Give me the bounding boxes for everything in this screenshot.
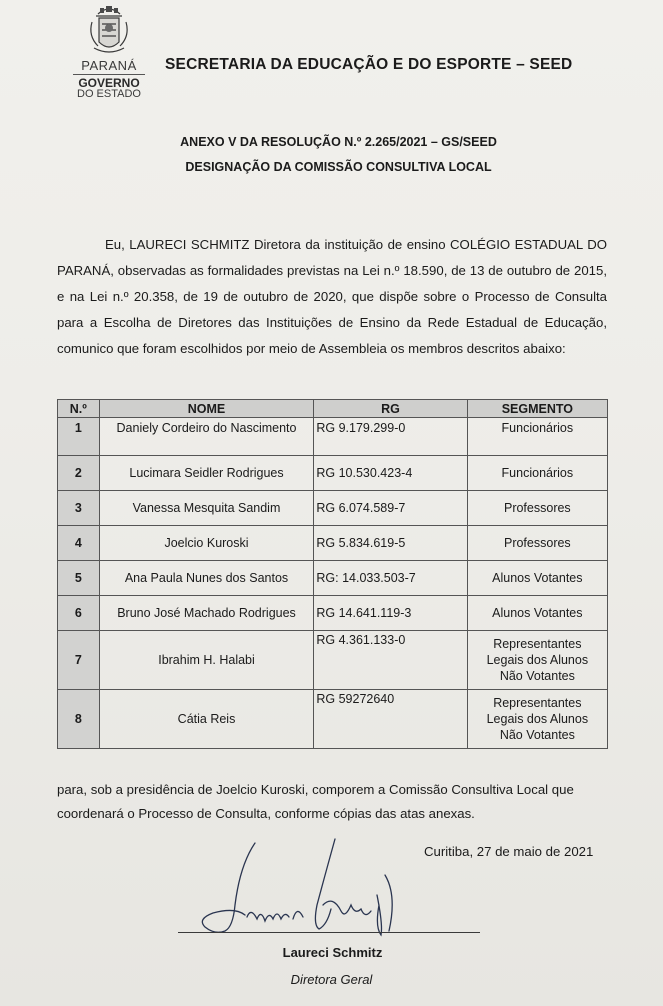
parana-government-logo bbox=[64, 2, 154, 106]
member-segment: Funcionários bbox=[467, 418, 607, 456]
member-segment bbox=[467, 690, 607, 749]
segment-line: Representantes bbox=[493, 696, 582, 710]
handwritten-signature bbox=[185, 835, 425, 945]
designation-title: DESIGNAÇÃO DA COMISSÃO CONSULTIVA LOCAL bbox=[185, 160, 492, 174]
member-rg: RG 9.179.299-0 bbox=[314, 418, 467, 456]
table-row bbox=[58, 561, 608, 596]
member-name: Ana Paula Nunes dos Santos bbox=[99, 561, 314, 596]
member-rg: RG 4.361.133-0 bbox=[314, 631, 467, 690]
member-rg: RG 6.074.589-7 bbox=[314, 491, 467, 526]
member-name: Ibrahim H. Halabi bbox=[99, 631, 314, 690]
member-segment: Professores bbox=[467, 491, 607, 526]
logo-line-do-estado: DO ESTADO bbox=[77, 88, 141, 100]
coat-of-arms-icon bbox=[86, 2, 132, 58]
member-name: Joelcio Kuroski bbox=[99, 526, 314, 561]
logo-line-governo: GOVERNO bbox=[73, 74, 145, 89]
table-row bbox=[58, 631, 608, 690]
row-number: 7 bbox=[58, 631, 100, 690]
table-row bbox=[58, 418, 608, 456]
table-row bbox=[58, 491, 608, 526]
header-number: N.º bbox=[58, 400, 100, 418]
member-segment: Alunos Votantes bbox=[467, 561, 607, 596]
member-name: Vanessa Mesquita Sandim bbox=[99, 491, 314, 526]
segment-line: Legais dos Alunos bbox=[486, 712, 589, 726]
segment-line: Representantes bbox=[493, 637, 582, 651]
row-number: 8 bbox=[58, 690, 100, 749]
members-table bbox=[57, 399, 608, 749]
annex-title: ANEXO V DA RESOLUÇÃO N.º 2.265/2021 – GS/SEED bbox=[180, 135, 497, 149]
row-number: 3 bbox=[58, 491, 100, 526]
member-rg: RG: 14.033.503-7 bbox=[314, 561, 467, 596]
table-row bbox=[58, 596, 608, 631]
member-rg: RG 10.530.423-4 bbox=[314, 456, 467, 491]
member-name: Bruno José Machado Rodrigues bbox=[99, 596, 314, 631]
secretaria-heading: SECRETARIA DA EDUCAÇÃO E DO ESPORTE – SEED bbox=[165, 56, 573, 73]
signature-line bbox=[178, 932, 480, 933]
member-segment: Professores bbox=[467, 526, 607, 561]
member-name: Cátia Reis bbox=[99, 690, 314, 749]
segment-line: Não Votantes bbox=[499, 728, 575, 742]
member-rg: RG 14.641.119-3 bbox=[314, 596, 467, 631]
declaration-text: Eu, LAURECI SCHMITZ Diretora da instituição de ensino COLÉGIO ESTADUAL DO PARANÁ, observadas as formalidades previstas na Lei n.º 18.590, de 13 de outubro de 2015, e na Lei n.º 20.358, de 19 de outubro de 2020, que dispõe sobre o Processo de Consulta para a Escolha de Diretores das Instituições de Ensino da Rede Estadual de Educação, comunico que foram escolhidos por meio de Assembleia os membros descritos abaixo: bbox=[57, 237, 607, 356]
member-name: Lucimara Seidler Rodrigues bbox=[99, 456, 314, 491]
row-number: 2 bbox=[58, 456, 100, 491]
signer-role: Diretora Geral bbox=[290, 972, 373, 987]
table-header-row bbox=[58, 400, 608, 418]
row-number: 4 bbox=[58, 526, 100, 561]
member-segment bbox=[467, 631, 607, 690]
header-segment: SEGMENTO bbox=[467, 400, 607, 418]
segment-line: Legais dos Alunos bbox=[486, 653, 589, 667]
member-rg: RG 59272640 bbox=[314, 690, 467, 749]
member-segment: Funcionários bbox=[467, 456, 607, 491]
logo-line-parana: PARANÁ bbox=[81, 58, 137, 73]
table-row bbox=[58, 526, 608, 561]
row-number: 1 bbox=[58, 418, 100, 456]
header-rg: RG bbox=[314, 400, 467, 418]
closing-paragraph: para, sob a presidência de Joelcio Kuroski, comporem a Comissão Consultiva Local que coordenará o Processo de Consulta, conforme cópias das atas anexas. bbox=[57, 782, 574, 821]
table-row bbox=[58, 690, 608, 749]
header-name: NOME bbox=[99, 400, 314, 418]
segment-line: Não Votantes bbox=[499, 669, 575, 683]
table-row bbox=[58, 456, 608, 491]
row-number: 5 bbox=[58, 561, 100, 596]
declaration-paragraph bbox=[57, 232, 607, 362]
member-name: Daniely Cordeiro do Nascimento bbox=[99, 418, 314, 456]
member-rg: RG 5.834.619-5 bbox=[314, 526, 467, 561]
row-number: 6 bbox=[58, 596, 100, 631]
document-date: Curitiba, 27 de maio de 2021 bbox=[424, 844, 594, 859]
member-segment: Alunos Votantes bbox=[467, 596, 607, 631]
signer-name: Laureci Schmitz bbox=[282, 945, 383, 960]
